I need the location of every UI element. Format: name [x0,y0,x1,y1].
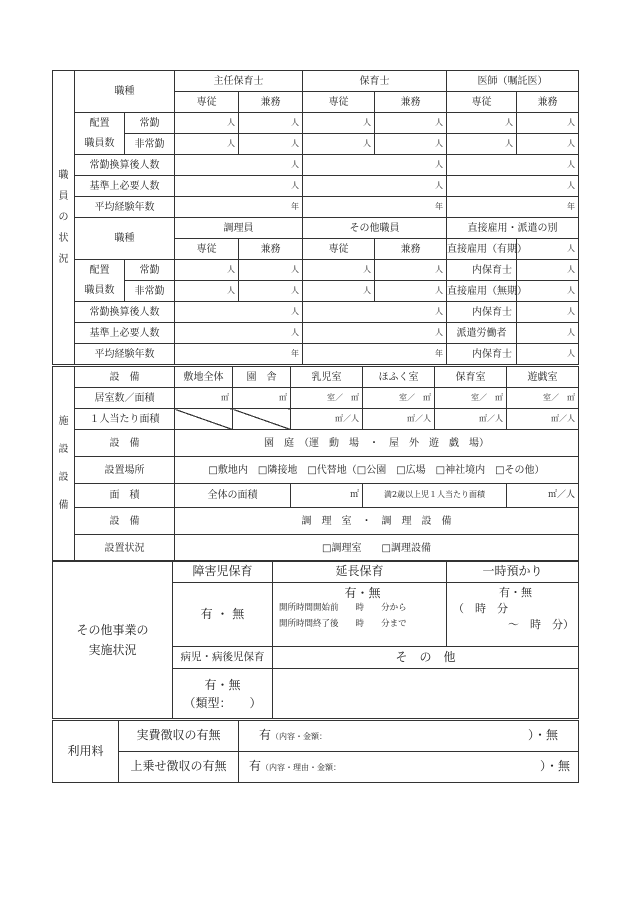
direct-unfixed-cell[interactable]: 人 [517,281,579,302]
experience-cell[interactable]: 年 [447,197,579,218]
fulltime-header: 専従 [175,239,239,260]
area-label: 面 積 [75,484,175,508]
other-programs-table [52,560,579,719]
chief-nurse-header: 主任保育士 [175,71,303,92]
actual-fee-label: 実費徴収の有無 [119,721,239,752]
equipment-label: 設 備 [75,367,175,388]
inner-nurse-label: 内保育士 [447,302,517,323]
facility-section-label: 施 設 設 備 [53,367,75,562]
fulltime-header: 専従 [447,92,517,113]
fees-label: 利用料 [53,721,119,783]
fulltime-header: 専従 [303,92,375,113]
nonregular-cell[interactable]: 人 [517,134,579,155]
per-person-cell[interactable]: ㎡／人 [291,409,363,430]
inner-nurse-cell[interactable]: 人 [517,260,579,281]
per-person-cell[interactable]: ㎡／人 [507,409,579,430]
equipment-label: 設 備 [75,430,175,457]
equipment-label: 設 備 [75,508,175,535]
nonregular-label: 非常勤 [125,134,175,155]
parttime-header: 兼務 [239,92,303,113]
regular-label: 常勤 [125,260,175,281]
diagonal-cell [175,409,233,430]
nonregular-cell[interactable]: 人 [239,134,303,155]
temporary-yes-no[interactable]: 有・無 [499,586,532,599]
temporary-care-header: 一時預かり [447,561,579,583]
room-area-cell[interactable]: 室／ ㎡ [291,388,363,409]
parttime-header: 兼務 [517,92,579,113]
regular-cell[interactable]: 人 [175,260,239,281]
location-label: 設置場所 [75,457,175,484]
col-building: 園 舎 [233,367,291,388]
required-label: 基準上必要人数 [75,176,175,197]
nurse-header: 保育士 [303,71,447,92]
experience-label: 平均経験年数 [75,197,175,218]
extra-fee-cell[interactable]: 有（内容・理由・金額： ）・無 [239,752,579,783]
site-area-cell[interactable]: ㎡ [175,388,233,409]
room-area-cell[interactable]: 室／ ㎡ [435,388,507,409]
count-label: 職員数 [75,134,125,155]
extended-yes-no[interactable]: 有・無 [344,586,381,600]
sick-care-detail[interactable]: 有・無 （類型： ） [173,669,273,719]
col-site: 敷地全体 [175,367,233,388]
total-area-label: 全体の面積 [175,484,291,508]
per-person-over2-cell[interactable]: ㎡／人 [507,484,579,508]
nonregular-cell[interactable]: 人 [239,281,303,302]
converted-label: 常勤換算後人数 [75,302,175,323]
fees-table [52,720,579,783]
regular-cell[interactable]: 人 [239,113,303,134]
direct-fixed-label: 直接雇用（有期） [447,239,517,260]
inner-nurse-cell[interactable]: 人 [517,302,579,323]
experience-label: 平均経験年数 [75,344,175,365]
inner-nurse-label: 内保育士 [447,344,517,365]
count-label: 職員数 [75,281,125,302]
disabled-care-header: 障害児保育 [173,561,273,583]
nonregular-cell[interactable]: 人 [175,281,239,302]
converted-cell[interactable]: 人 [175,302,303,323]
nonregular-cell[interactable]: 人 [375,134,447,155]
converted-cell[interactable]: 人 [303,155,447,176]
regular-cell[interactable]: 人 [303,260,375,281]
total-area-cell[interactable]: ㎡ [291,484,363,508]
regular-cell[interactable]: 人 [175,113,239,134]
nonregular-cell[interactable]: 人 [303,281,375,302]
regular-cell[interactable]: 人 [303,113,375,134]
nonregular-cell[interactable]: 人 [375,281,447,302]
converted-label: 常勤換算後人数 [75,155,175,176]
per-person-area-label: １人当たり面積 [75,409,175,430]
regular-cell[interactable]: 人 [375,260,447,281]
nonregular-cell[interactable]: 人 [175,134,239,155]
sick-care-header: 病児・病後児保育 [173,647,273,669]
staff-section-label: 職 員 の 状 況 [53,71,75,365]
parttime-header: 兼務 [375,239,447,260]
inner-nurse-label: 内保育士 [447,260,517,281]
temporary-detail[interactable]: 有・無 （ 時 分 ～ 時 分） [447,583,579,647]
experience-cell[interactable]: 年 [303,344,447,365]
required-cell[interactable]: 人 [175,323,303,344]
regular-cell[interactable]: 人 [239,260,303,281]
dispatch-label: 派遣労働者 [447,323,517,344]
fulltime-header: 専従 [303,239,375,260]
others-header: そ の 他 [273,647,579,669]
room-area-cell[interactable]: 室／ ㎡ [507,388,579,409]
yard-header: 園 庭 （運 動 場 ・ 屋 外 遊 戯 場） [175,430,579,457]
fulltime-header: 専従 [175,92,239,113]
required-label: 基準上必要人数 [75,323,175,344]
converted-cell[interactable]: 人 [175,155,303,176]
status-options[interactable]: □調理室 □調理設備 [175,535,579,562]
per-person-cell[interactable]: ㎡／人 [363,409,435,430]
extended-detail[interactable]: 有・無 開所時間開始前 時 分から 開所時間終了後 時 分まで [273,583,447,647]
converted-cell[interactable]: 人 [447,155,579,176]
required-cell[interactable]: 人 [447,176,579,197]
col-nursery-room: 保育室 [435,367,507,388]
other-programs-label: その他事業の 実施状況 [53,561,173,719]
rooms-area-label: 居室数／面積 [75,388,175,409]
other-staff-header: その他職員 [303,218,447,239]
regular-cell[interactable]: 人 [447,113,517,134]
experience-cell[interactable]: 年 [303,197,447,218]
doctor-header: 医師（嘱託医） [447,71,579,92]
extended-care-header: 延長保育 [273,561,447,583]
diagonal-cell [233,409,291,430]
direct-dispatch-header: 直接雇用・派遣の別 [447,218,579,239]
regular-cell[interactable]: 人 [375,113,447,134]
regular-label: 常勤 [125,113,175,134]
inner-nurse-cell[interactable]: 人 [517,344,579,365]
required-cell[interactable]: 人 [303,323,447,344]
converted-cell[interactable]: 人 [303,302,447,323]
nonregular-cell[interactable]: 人 [303,134,375,155]
required-cell[interactable]: 人 [303,176,447,197]
extra-fee-label: 上乗せ徴収の有無 [119,752,239,783]
col-infant-room: 乳児室 [291,367,363,388]
direct-unfixed-label: 直接雇用（無期） [447,281,517,302]
per-person-cell[interactable]: ㎡／人 [435,409,507,430]
status-label: 設置状況 [75,535,175,562]
regular-cell[interactable]: 人 [517,113,579,134]
placement-label: 配置 [75,260,125,281]
cooking-header: 調 理 室 ・ 調 理 設 備 [175,508,579,535]
dispatch-cell[interactable]: 人 [517,323,579,344]
building-area-cell[interactable]: ㎡ [233,388,291,409]
required-cell[interactable]: 人 [175,176,303,197]
actual-fee-cell[interactable]: 有（内容・金額： ）・無 [239,721,579,752]
cook-header: 調理員 [175,218,303,239]
col-crawl-room: ほふく室 [363,367,435,388]
col-play-room: 遊戯室 [507,367,579,388]
disabled-yes-no[interactable]: 有 ・ 無 [173,583,273,647]
direct-fixed-cell[interactable]: 人 [517,239,579,260]
others-detail[interactable] [273,669,579,719]
job-type-header: 職種 [75,218,175,260]
parttime-header: 兼務 [375,92,447,113]
location-options[interactable]: □敷地内 □隣接地 □代替地（□公園 □広場 □神社境内 □その他） [175,457,579,484]
per-person-over2-label: 満2歳以上児１人当たり面積 [363,484,507,508]
experience-cell[interactable]: 年 [175,197,303,218]
job-type-header: 職種 [75,71,175,113]
nonregular-label: 非常勤 [125,281,175,302]
parttime-header: 兼務 [239,239,303,260]
placement-label: 配置 [75,113,125,134]
room-area-cell[interactable]: 室／ ㎡ [363,388,435,409]
nonregular-cell[interactable]: 人 [447,134,517,155]
staff-table [52,70,579,365]
facility-table [52,366,579,562]
experience-cell[interactable]: 年 [175,344,303,365]
